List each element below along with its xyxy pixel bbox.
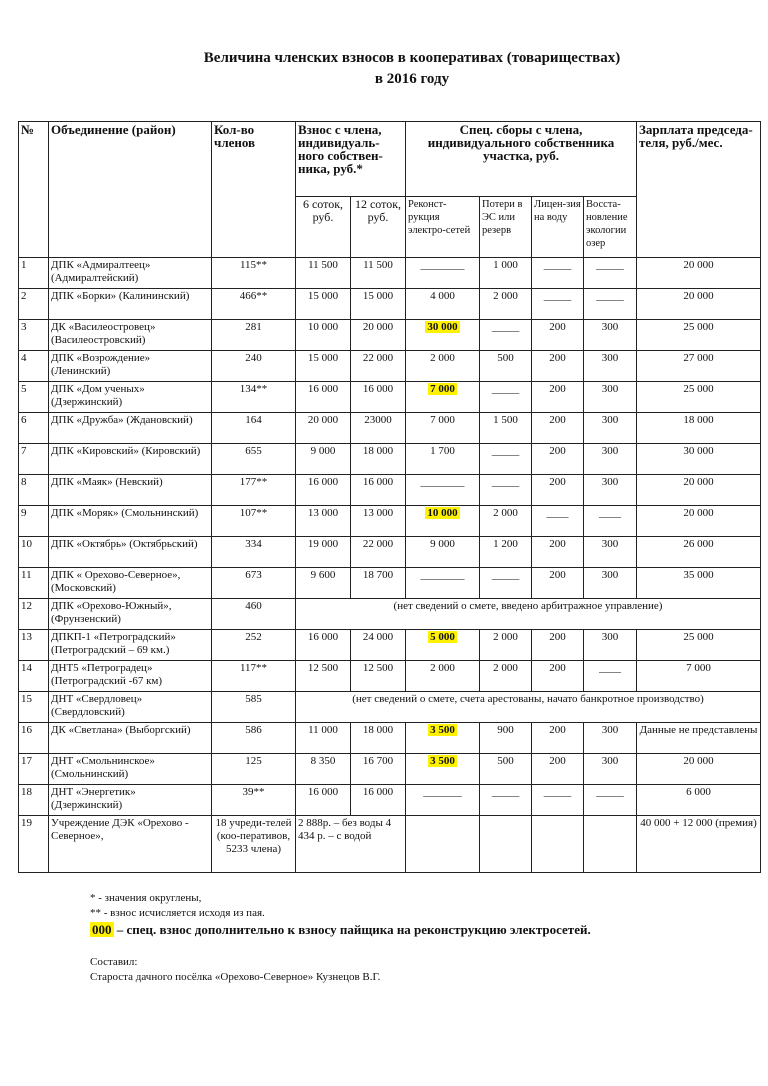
table-row [19,444,761,475]
fee-12: 20 000 [351,320,406,351]
license-fee-empty [532,816,584,873]
fees-table [18,121,761,873]
org-name: ДПК «Адмиралтеец» (Адмиралтейский) [49,258,212,289]
highlighted-value: 5 000 [430,631,455,643]
row-number: 4 [19,351,49,382]
table-row [19,320,761,351]
losses-fee: 500 [480,754,532,785]
recon-fee-empty [406,816,480,873]
org-name: ДПКП-1 «Петроградский» (Петроградский – 69 км.) [49,630,212,661]
fee-6: 10 000 [296,320,351,351]
losses-fee: _____ [480,785,532,816]
losses-fee: _____ [480,475,532,506]
ecology-fee: 300 [584,475,637,506]
row-number: 9 [19,506,49,537]
ecology-fee: 300 [584,537,637,568]
fee-6: 15 000 [296,289,351,320]
ecology-fee: 300 [584,413,637,444]
col-fee6-header: 6 соток, руб. [296,197,351,258]
license-fee: _____ [532,289,584,320]
note-special-fee [90,922,591,938]
members-count: 281 [212,320,296,351]
losses-fee: 900 [480,723,532,754]
ecology-fee: 300 [584,320,637,351]
salary: 30 000 [637,444,761,475]
table-row [19,754,761,785]
table-row [19,568,761,599]
org-name: ДПК «Возрождение» (Ленинский) [49,351,212,382]
fee-6: 16 000 [296,382,351,413]
members-count: 134** [212,382,296,413]
losses-fee: 2 000 [480,630,532,661]
recon-fee: 7 000 [406,413,480,444]
losses-fee: 1 500 [480,413,532,444]
col-ecology-header: Восста-новление экологии озер [584,197,637,258]
recon-fee: ________ [406,475,480,506]
org-name: ДПК «Кировский» (Кировский) [49,444,212,475]
license-fee: 200 [532,723,584,754]
row-number: 16 [19,723,49,754]
salary: 25 000 [637,630,761,661]
row-number: 5 [19,382,49,413]
losses-fee: _____ [480,382,532,413]
losses-fee-empty [480,816,532,873]
salary: Данные не представлены [637,723,761,754]
doc-title-line2: в 2016 году [374,71,450,87]
fee-12: 24 000 [351,630,406,661]
fee-6: 20 000 [296,413,351,444]
note-share: ** - взнос исчисляется исходя из пая. [90,907,265,919]
org-name: ДНТ «Энергетик» (Дзержинский) [49,785,212,816]
recon-fee [406,723,480,754]
fee-12: 11 500 [351,258,406,289]
table-row [19,785,761,816]
col-recon-header: Реконст-рукция электро-сетей [406,197,480,258]
org-name: ДПК «Моряк» (Смольнинский) [49,506,212,537]
salary: 25 000 [637,320,761,351]
highlighted-value: 3 500 [430,755,455,767]
row-number: 18 [19,785,49,816]
fee-12: 13 000 [351,506,406,537]
fee-12: 23000 [351,413,406,444]
losses-fee: _____ [480,568,532,599]
recon-fee [406,630,480,661]
merged-note: (нет сведений о смете, введено арбитражное управление) [296,599,761,630]
salary: 20 000 [637,289,761,320]
ecology-fee: 300 [584,568,637,599]
org-name: ДНТ5 «Петроградец» (Петроградский -67 км) [49,661,212,692]
members-count: 115** [212,258,296,289]
col-license-header: Лицен-зия на воду [532,197,584,258]
members-count: 117** [212,661,296,692]
doc-title-line1: Величина членских взносов в кооперативах (товариществах) [203,50,621,66]
org-name: ДПК «Дом ученых» (Дзержинский) [49,382,212,413]
ecology-fee-empty [584,816,637,873]
highlighted-value: 10 000 [427,507,458,519]
recon-fee [406,320,480,351]
members-count: 18 учреди-телей (коо-перативов, 5233 члена) [212,816,296,873]
table-row [19,506,761,537]
table-row [19,351,761,382]
org-name: ДК «Василеостровец» (Василеостровский) [49,320,212,351]
recon-fee: 4 000 [406,289,480,320]
fee-6: 8 350 [296,754,351,785]
row-number: 3 [19,320,49,351]
org-name: ДПК «Орехово-Южный», (Фрунзенский) [49,599,212,630]
recon-fee: ________ [406,258,480,289]
salary: 20 000 [637,754,761,785]
losses-fee: _____ [480,444,532,475]
table-row [19,413,761,444]
compiled-by-name: Староста дачного посёлка «Орехово-Северное» Кузнецов В.Г. [90,971,381,983]
members-count: 673 [212,568,296,599]
ecology-fee: _____ [584,258,637,289]
row-number: 2 [19,289,49,320]
org-name: ДПК «Дружба» (Ждановский) [49,413,212,444]
ecology-fee: 300 [584,351,637,382]
fee-combined: 2 888р. – без воды 4 434 р. – с водой [296,816,406,873]
license-fee: 200 [532,754,584,785]
fee-6: 9 000 [296,444,351,475]
col-losses-header: Потери в ЭС или резерв [480,197,532,258]
license-fee: 200 [532,475,584,506]
license-fee: 200 [532,537,584,568]
recon-fee: ________ [406,568,480,599]
highlighted-value: 3 500 [430,724,455,736]
table-row [19,661,761,692]
org-name: ДПК « Орехово-Северное», (Московский) [49,568,212,599]
row-number: 8 [19,475,49,506]
members-count: 252 [212,630,296,661]
row-number: 12 [19,599,49,630]
losses-fee: 2 000 [480,661,532,692]
table-row [19,723,761,754]
table-row [19,537,761,568]
members-count: 466** [212,289,296,320]
fee-12: 12 500 [351,661,406,692]
salary: 25 000 [637,382,761,413]
highlight-sample: 000 [92,922,112,937]
members-count: 240 [212,351,296,382]
members-count: 655 [212,444,296,475]
recon-fee [406,506,480,537]
fee-12: 22 000 [351,351,406,382]
members-count: 39** [212,785,296,816]
salary: 26 000 [637,537,761,568]
license-fee: 200 [532,661,584,692]
org-name: ДНТ «Свердловец» (Свердловский) [49,692,212,723]
license-fee: 200 [532,413,584,444]
col-org-header: Объединение (район) [49,122,212,258]
table-row [19,258,761,289]
fee-12: 16 000 [351,382,406,413]
fee-6: 19 000 [296,537,351,568]
members-count: 177** [212,475,296,506]
table-row [19,630,761,661]
fee-12: 18 000 [351,723,406,754]
fee-12: 18 700 [351,568,406,599]
salary: 7 000 [637,661,761,692]
col-members-header: Кол-во членов [212,122,296,258]
losses-fee: 2 000 [480,506,532,537]
members-count: 164 [212,413,296,444]
col-fee-header: Взнос с члена, индивидуаль-ного собствен-ника, руб.* [296,122,406,197]
col-num-header: № [19,122,49,258]
org-name: ДНТ «Смольнинское» (Смольнинский) [49,754,212,785]
losses-fee: 1 200 [480,537,532,568]
row-number: 6 [19,413,49,444]
ecology-fee: 300 [584,754,637,785]
license-fee: 200 [532,351,584,382]
fee-12: 18 000 [351,444,406,475]
fee-6: 9 600 [296,568,351,599]
ecology-fee: 300 [584,723,637,754]
col-spec-header: Спец. сборы с члена, индивидуального собственника участка, руб. [406,122,637,197]
license-fee: _____ [532,785,584,816]
fee-12: 16 000 [351,785,406,816]
salary: 6 000 [637,785,761,816]
license-fee: 200 [532,320,584,351]
fee-12: 15 000 [351,289,406,320]
license-fee: 200 [532,568,584,599]
highlighted-value: 7 000 [430,383,455,395]
salary: 20 000 [637,258,761,289]
ecology-fee: 300 [584,630,637,661]
license-fee: _____ [532,258,584,289]
losses-fee: _____ [480,320,532,351]
table-row [19,692,761,723]
ecology-fee: 300 [584,382,637,413]
fee-6: 12 500 [296,661,351,692]
ecology-fee: _____ [584,785,637,816]
ecology-fee: ____ [584,661,637,692]
highlighted-value: 30 000 [427,321,458,333]
row-number: 13 [19,630,49,661]
salary: 27 000 [637,351,761,382]
salary: 20 000 [637,506,761,537]
ecology-fee: _____ [584,289,637,320]
fee-6: 16 000 [296,475,351,506]
compiled-by-label: Составил: [90,956,138,968]
org-name: ДПК «Октябрь» (Октябрьский) [49,537,212,568]
recon-fee: 2 000 [406,661,480,692]
fee-12: 22 000 [351,537,406,568]
license-fee: 200 [532,630,584,661]
org-name: ДК «Светлана» (Выборгский) [49,723,212,754]
license-fee: 200 [532,444,584,475]
org-name: ДПК «Маяк» (Невский) [49,475,212,506]
col-salary-header: Зарплата председа-теля, руб./мес. [637,122,761,258]
row-number: 1 [19,258,49,289]
row-number: 19 [19,816,49,873]
table-row [19,382,761,413]
table-row [19,599,761,630]
recon-fee: 2 000 [406,351,480,382]
losses-fee: 2 000 [480,289,532,320]
losses-fee: 500 [480,351,532,382]
members-count: 460 [212,599,296,630]
recon-fee [406,382,480,413]
row-number: 11 [19,568,49,599]
merged-note: (нет сведений о смете, счета арестованы, начато банкротное производство) [296,692,761,723]
members-count: 125 [212,754,296,785]
org-name: Учреждение ДЭК «Орехово - Северное», [49,816,212,873]
license-fee: ____ [532,506,584,537]
fee-6: 15 000 [296,351,351,382]
recon-fee: 1 700 [406,444,480,475]
row-number: 17 [19,754,49,785]
salary: 18 000 [637,413,761,444]
salary: 35 000 [637,568,761,599]
fee-6: 11 500 [296,258,351,289]
recon-fee: 9 000 [406,537,480,568]
members-count: 586 [212,723,296,754]
fee-12: 16 700 [351,754,406,785]
fee-12: 16 000 [351,475,406,506]
header-row [19,122,761,197]
table-row [19,289,761,320]
members-count: 107** [212,506,296,537]
ecology-fee: ____ [584,506,637,537]
org-name: ДПК «Борки» (Калининский) [49,289,212,320]
row-number: 15 [19,692,49,723]
fee-6: 13 000 [296,506,351,537]
row-number: 14 [19,661,49,692]
table-row [19,475,761,506]
fee-6: 16 000 [296,785,351,816]
note-rounded: * - значения округлены, [90,892,202,904]
recon-fee: _______ [406,785,480,816]
row-number: 10 [19,537,49,568]
recon-fee [406,754,480,785]
members-count: 334 [212,537,296,568]
col-fee12-header: 12 соток, руб. [351,197,406,258]
license-fee: 200 [532,382,584,413]
note-special-fee-text: – спец. взнос дополнительно к взносу пайщика на реконструкцию электросетей. [113,922,591,937]
salary: 40 000 + 12 000 (премия) [637,816,761,873]
losses-fee: 1 000 [480,258,532,289]
row-number: 7 [19,444,49,475]
fee-6: 16 000 [296,630,351,661]
salary: 20 000 [637,475,761,506]
table-row [19,816,761,873]
fee-6: 11 000 [296,723,351,754]
members-count: 585 [212,692,296,723]
ecology-fee: 300 [584,444,637,475]
